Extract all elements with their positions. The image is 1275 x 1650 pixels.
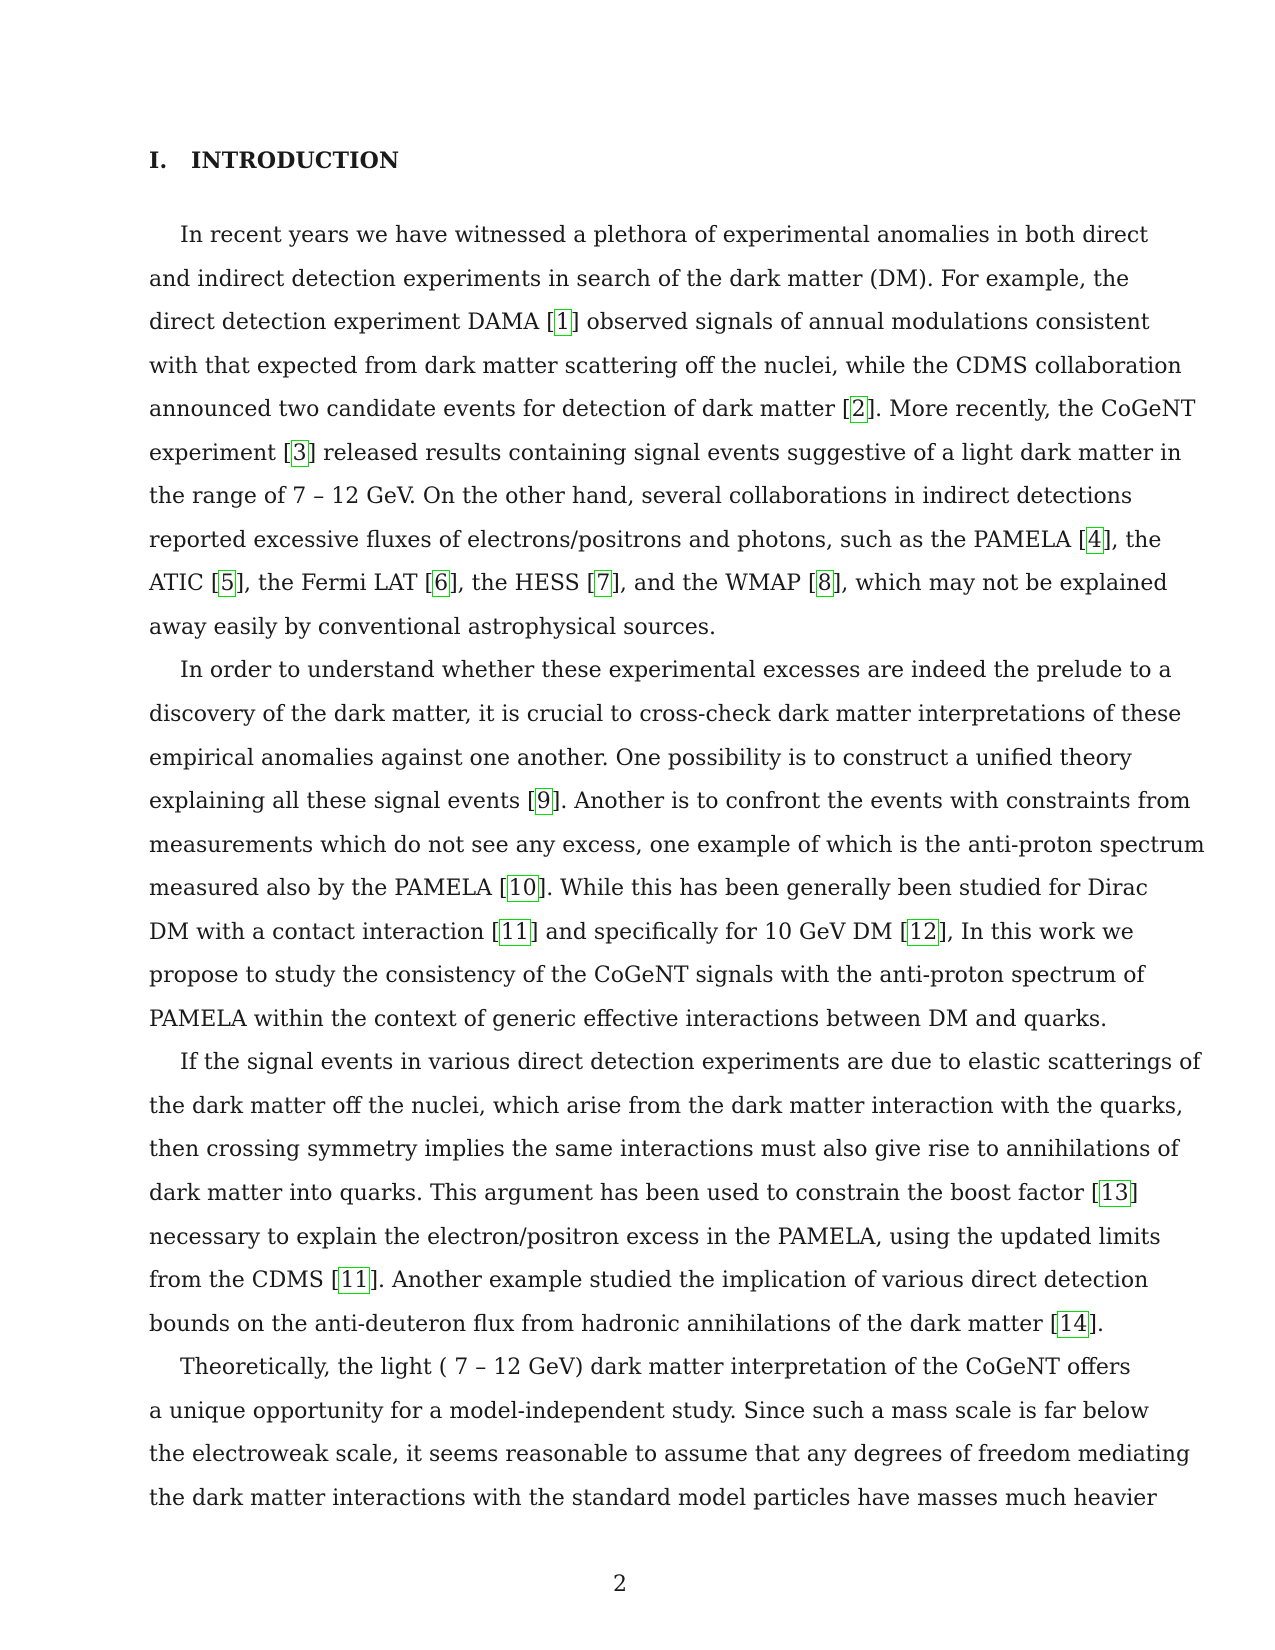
citation-link[interactable]: 2 — [851, 397, 866, 423]
text-segment: ], and the WMAP [ — [611, 571, 817, 597]
text-segment: ], the — [1102, 527, 1162, 553]
text-segment: bounds on the anti-deuteron flux from hadronic annihilations of the dark matter [ — [149, 1311, 1059, 1337]
text-segment: ATIC [ — [149, 571, 220, 597]
text-line: and indirect detection experiments in search of the dark matter (DM). For example, the — [149, 266, 1130, 292]
section-number: I. — [149, 148, 168, 174]
text-line: the range of 7 – 12 GeV. On the other hand, several collaborations in indirect detections — [149, 484, 1133, 510]
body-text — [149, 214, 1205, 1520]
citation-link[interactable]: 11 — [500, 919, 529, 945]
text-line: propose to study the consistency of the CoGeNT signals with the anti-proton spectrum of — [149, 963, 1145, 989]
text-segment: DM with a contact interaction [ — [149, 919, 500, 945]
text-line: If the signal events in various direct detection experiments are due to elastic scatterings of — [180, 1050, 1201, 1076]
text-line: Theoretically, the light ( 7 – 12 GeV) dark matter interpretation of the CoGeNT offers — [180, 1355, 1131, 1381]
text-line — [149, 519, 1162, 563]
citation-link[interactable]: 4 — [1087, 527, 1102, 553]
citation-link[interactable]: 8 — [817, 571, 832, 597]
citation-link[interactable]: 1 — [555, 310, 570, 336]
citation-link[interactable]: 14 — [1059, 1311, 1088, 1337]
text-line — [149, 867, 1148, 911]
text-segment: explaining all these signal events [ — [149, 789, 536, 815]
text-line — [149, 1172, 1139, 1216]
text-line: the dark matter interactions with the standard model particles have masses much heavier — [149, 1485, 1157, 1511]
text-line: In recent years we have witnessed a plethora of experimental anomalies in both direct — [180, 223, 1149, 248]
citation-link[interactable]: 9 — [536, 789, 551, 815]
text-segment: ]. — [1088, 1311, 1104, 1337]
text-line: the electroweak scale, it seems reasonable to assume that any degrees of freedom mediating — [149, 1442, 1191, 1468]
text-line: the dark matter off the nuclei, which arise from the dark matter interaction with the quarks, — [149, 1093, 1184, 1119]
text-segment: ], the HESS [ — [449, 571, 596, 597]
text-line — [149, 388, 1196, 432]
section-title: INTRODUCTION — [191, 148, 400, 174]
section-heading — [149, 148, 399, 174]
text-segment: ]. Another example studied the implication of various direct detection — [369, 1268, 1149, 1294]
text-line — [149, 1259, 1149, 1303]
text-line: a unique opportunity for a model-independent study. Since such a mass scale is far below — [149, 1398, 1149, 1424]
text-line: In order to understand whether these experimental excesses are indeed the prelude to a — [180, 658, 1172, 684]
text-line — [149, 562, 1168, 606]
text-line — [149, 432, 1182, 476]
text-segment: ] released results containing signal events suggestive of a light dark matter in — [307, 440, 1182, 466]
citation-link[interactable]: 6 — [434, 571, 449, 597]
text-line: PAMELA within the context of generic effective interactions between DM and quarks. — [149, 1006, 1108, 1032]
text-segment: reported excessive fluxes of electrons/positrons and photons, such as the PAMELA [ — [149, 527, 1087, 553]
text-line: discovery of the dark matter, it is crucial to cross-check dark matter interpretations of these — [149, 702, 1182, 728]
text-segment: measured also by the PAMELA [ — [149, 876, 508, 902]
text-segment: experiment [ — [149, 440, 292, 466]
text-segment: ] and specifically for 10 GeV DM [ — [529, 919, 909, 945]
text-segment: ]. More recently, the CoGeNT — [866, 397, 1196, 423]
text-segment: ]. Another is to confront the events with constraints from — [551, 789, 1191, 815]
text-segment: ], In this work we — [938, 919, 1134, 945]
text-line — [149, 1303, 1121, 1347]
text-segment: ], the Fermi LAT [ — [235, 571, 434, 597]
text-line: measurements which do not see any excess, one example of which is the anti-proton spectrum — [149, 832, 1205, 858]
citation-link[interactable]: 3 — [292, 440, 307, 466]
text-line: then crossing symmetry implies the same interactions must also give rise to annihilations of — [149, 1137, 1179, 1163]
text-line: with that expected from dark matter scattering off the nuclei, while the CDMS collaboration — [149, 353, 1182, 379]
text-segment: announced two candidate events for detection of dark matter [ — [149, 397, 851, 423]
text-line: away easily by conventional astrophysical sources. — [149, 614, 717, 640]
citation-link[interactable]: 10 — [508, 876, 537, 902]
text-line — [149, 780, 1191, 824]
page-number: 2 — [613, 1572, 627, 1597]
text-segment: ] observed signals of annual modulations consistent — [570, 310, 1150, 336]
text-line — [149, 301, 1150, 345]
text-line: necessary to explain the electron/positron excess in the PAMELA, using the updated limits — [149, 1224, 1161, 1250]
citation-link[interactable]: 7 — [596, 571, 611, 597]
text-segment: direct detection experiment DAMA [ — [149, 310, 555, 336]
text-line — [149, 911, 1134, 955]
text-segment: ]. While this has been generally been studied for Dirac — [537, 876, 1148, 902]
text-segment: ] — [1129, 1181, 1139, 1207]
text-segment: from the CDMS [ — [149, 1268, 340, 1294]
text-segment: ], which may not be explained — [832, 571, 1168, 597]
text-segment: dark matter into quarks. This argument has been used to constrain the boost factor [ — [149, 1181, 1100, 1207]
citation-link[interactable]: 12 — [909, 919, 938, 945]
citation-link[interactable]: 11 — [340, 1268, 369, 1294]
citation-link[interactable]: 5 — [220, 571, 235, 597]
citation-link[interactable]: 13 — [1100, 1181, 1129, 1207]
text-line: empirical anomalies against one another. One possibility is to construct a unified theory — [149, 745, 1132, 771]
